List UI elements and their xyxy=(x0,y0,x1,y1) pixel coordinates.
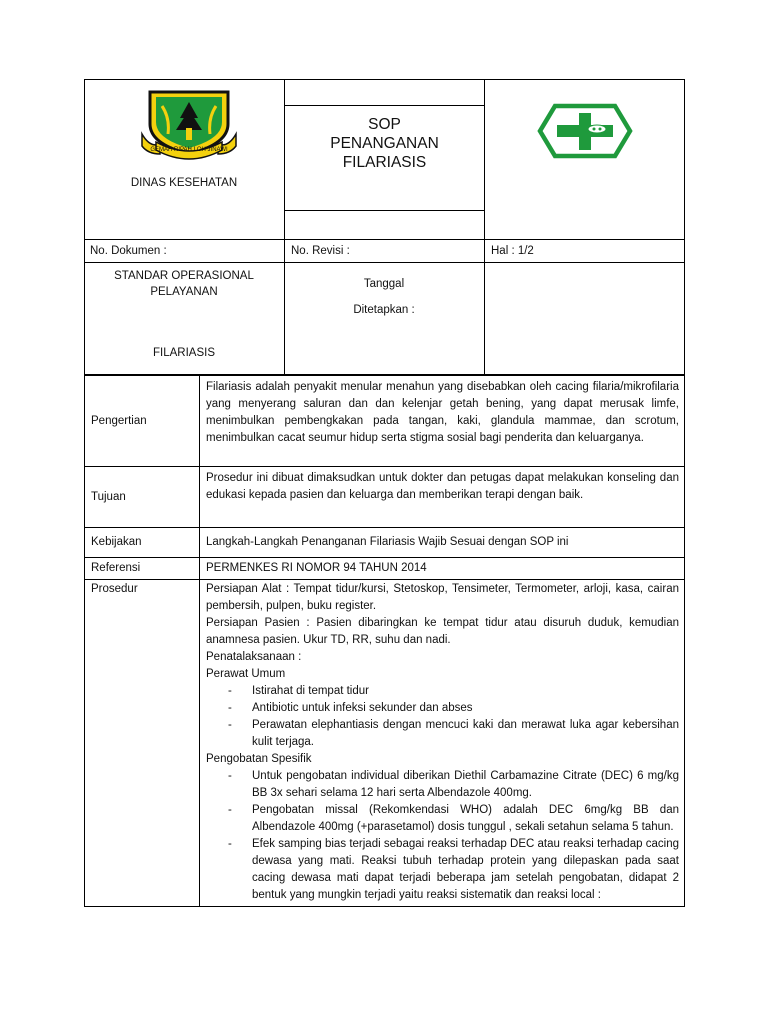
table-row xyxy=(85,558,685,580)
table-row xyxy=(85,467,685,528)
header-divider xyxy=(284,105,484,106)
document-title xyxy=(285,115,484,172)
sop-content-table xyxy=(84,375,685,907)
date-label: Tanggal xyxy=(363,278,405,290)
section-label-pengertian: Pengertian xyxy=(85,376,200,467)
section-content-prosedur xyxy=(200,580,685,907)
title-line: FILARIASIS xyxy=(342,154,427,171)
equipment-preparation: Persiapan Alat : Tempat tidur/kursi, Stetoskop, Tensimeter, Termometer, arloji, kasa, cairan pembersih, pulpen, buku register. xyxy=(206,583,679,612)
section-label-tujuan: Tujuan xyxy=(85,467,200,528)
header-divider xyxy=(84,262,685,263)
general-care-list xyxy=(206,683,679,751)
management-heading: Penatalaksanaan : xyxy=(206,651,302,663)
list-item: - Efek samping bias terjadi sebagai reaksi terhadap DEC atau reaksi terhadap cacing dewasa yang mati. Reaksi tubuh terhadap protein yang dilepaskan pada saat cacing dewasa mati dapat terjadi beberapa jam setelah pengobatan, didapat 2 bentuk yang mungkin terjadi yaitu reaksi sistematik dan reaksi local : xyxy=(228,838,679,901)
section-text-tujuan: Prosedur ini dibuat dimaksudkan untuk dokter dan petugas dapat melakukan konseling dan edukasi kepada pasien dan keluarga dan memberikan terapi dengan baik. xyxy=(200,467,685,528)
list-item: - Istirahat di tempat tidur xyxy=(228,685,369,697)
revision-number-label: No. Revisi : xyxy=(291,245,350,257)
section-label-referensi: Referensi xyxy=(85,558,200,580)
list-item: - Antibiotic untuk infeksi sekunder dan abses xyxy=(228,702,473,714)
general-care-heading: Perawat Umum xyxy=(206,668,286,680)
patient-preparation: Persiapan Pasien : Pasien dibaringkan ke tempat tidur atau disuruh duduk, kemudian anamnesa pasien. Ukur TD, RR, suhu dan nadi. xyxy=(206,617,679,646)
list-item-text: Antibiotic untuk infeksi sekunder dan abses xyxy=(252,702,473,714)
page-number-label: Hal : 1/2 xyxy=(491,245,534,257)
table-row xyxy=(85,580,685,907)
sop-topic: FILARIASIS xyxy=(153,347,215,359)
list-item-text: Perawatan elephantiasis dengan mencuci kaki dan merawat luka agar kebersihan kulit terjaga. xyxy=(252,719,679,748)
specific-treatment-heading: Pengobatan Spesifik xyxy=(206,753,312,765)
table-row xyxy=(85,376,685,467)
header-divider xyxy=(484,79,485,375)
section-label-prosedur: Prosedur xyxy=(85,580,200,907)
list-item: - Untuk pengobatan individual diberikan Diethil Carbamazine Citrate (DEC) 6 mg/kg BB 3x sehari selama 12 hari serta Albendazole 400mg. xyxy=(228,770,679,799)
document-number-label: No. Dokumen : xyxy=(90,245,167,257)
list-item-text: Pengobatan missal (Rekomkendasi WHO) adalah DEC 6mg/kg BB dan Albendazole 400mg (+parasetamol) dosis tunggul , sekali setahun selama 5 tahun. xyxy=(252,804,679,833)
organization-name: DINAS KESEHATAN xyxy=(130,177,238,189)
section-text-referensi: PERMENKES RI NOMOR 94 TAHUN 2014 xyxy=(200,558,685,580)
sop-type-label xyxy=(84,268,284,300)
header-divider xyxy=(284,210,484,211)
section-text-pengertian: Filariasis adalah penyakit menular menahun yang disebabkan oleh cacing filaria/mikrofilaria yang menyerang saluran dan dan kelenjar getah bening, yang dapat merusak limfe, menimbulkan pembengkakan pada tangan, kaki, glandula mammae, dan scrotum, menimbulkan cacat seumur hidup serta stigma sosial bagi penderita dan keluarganya. xyxy=(200,376,685,467)
established-label: Ditetapkan : xyxy=(353,304,415,316)
sop-type-line: PELAYANAN xyxy=(150,286,218,298)
section-label-kebijakan: Kebijakan xyxy=(85,528,200,558)
section-text-kebijakan: Langkah-Langkah Penanganan Filariasis Wajib Sesuai dengan SOP ini xyxy=(200,528,685,558)
title-line: PENANGANAN xyxy=(330,135,439,152)
list-item: - Pengobatan missal (Rekomkendasi WHO) adalah DEC 6mg/kg BB dan Albendazole 400mg (+parasetamol) dosis tunggul , sekali setahun selama 5 tahun. xyxy=(228,804,679,833)
sop-type-line: STANDAR OPERASIONAL xyxy=(114,270,254,282)
list-item-text: Istirahat di tempat tidur xyxy=(252,685,369,697)
regional-government-logo xyxy=(140,88,238,160)
header-divider xyxy=(84,239,685,240)
puskesmas-logo xyxy=(537,103,633,159)
list-item-text: Efek samping bias terjadi sebagai reaksi terhadap DEC atau reaksi terhadap cacing dewasa yang mati. Reaksi tubuh terhadap protein yang dilepaskan pada saat cacing dewasa mati dapat terjadi beberapa jam setelah pengobatan, didapat 2 bentuk yang mungkin terjadi yaitu reaksi sistematik dan reaksi local : xyxy=(252,838,679,901)
list-item: - Perawatan elephantiasis dengan mencuci kaki dan merawat luka agar kebersihan kulit terjaga. xyxy=(228,719,679,748)
logo-motto: GEMAH RIPAH LOH JINAWI xyxy=(150,147,228,153)
title-line: SOP xyxy=(368,116,401,133)
list-item-text: Untuk pengobatan individual diberikan Diethil Carbamazine Citrate (DEC) 6 mg/kg BB 3x sehari selama 12 hari serta Albendazole 400mg. xyxy=(252,770,679,799)
specific-treatment-list xyxy=(206,768,679,904)
table-row xyxy=(85,528,685,558)
